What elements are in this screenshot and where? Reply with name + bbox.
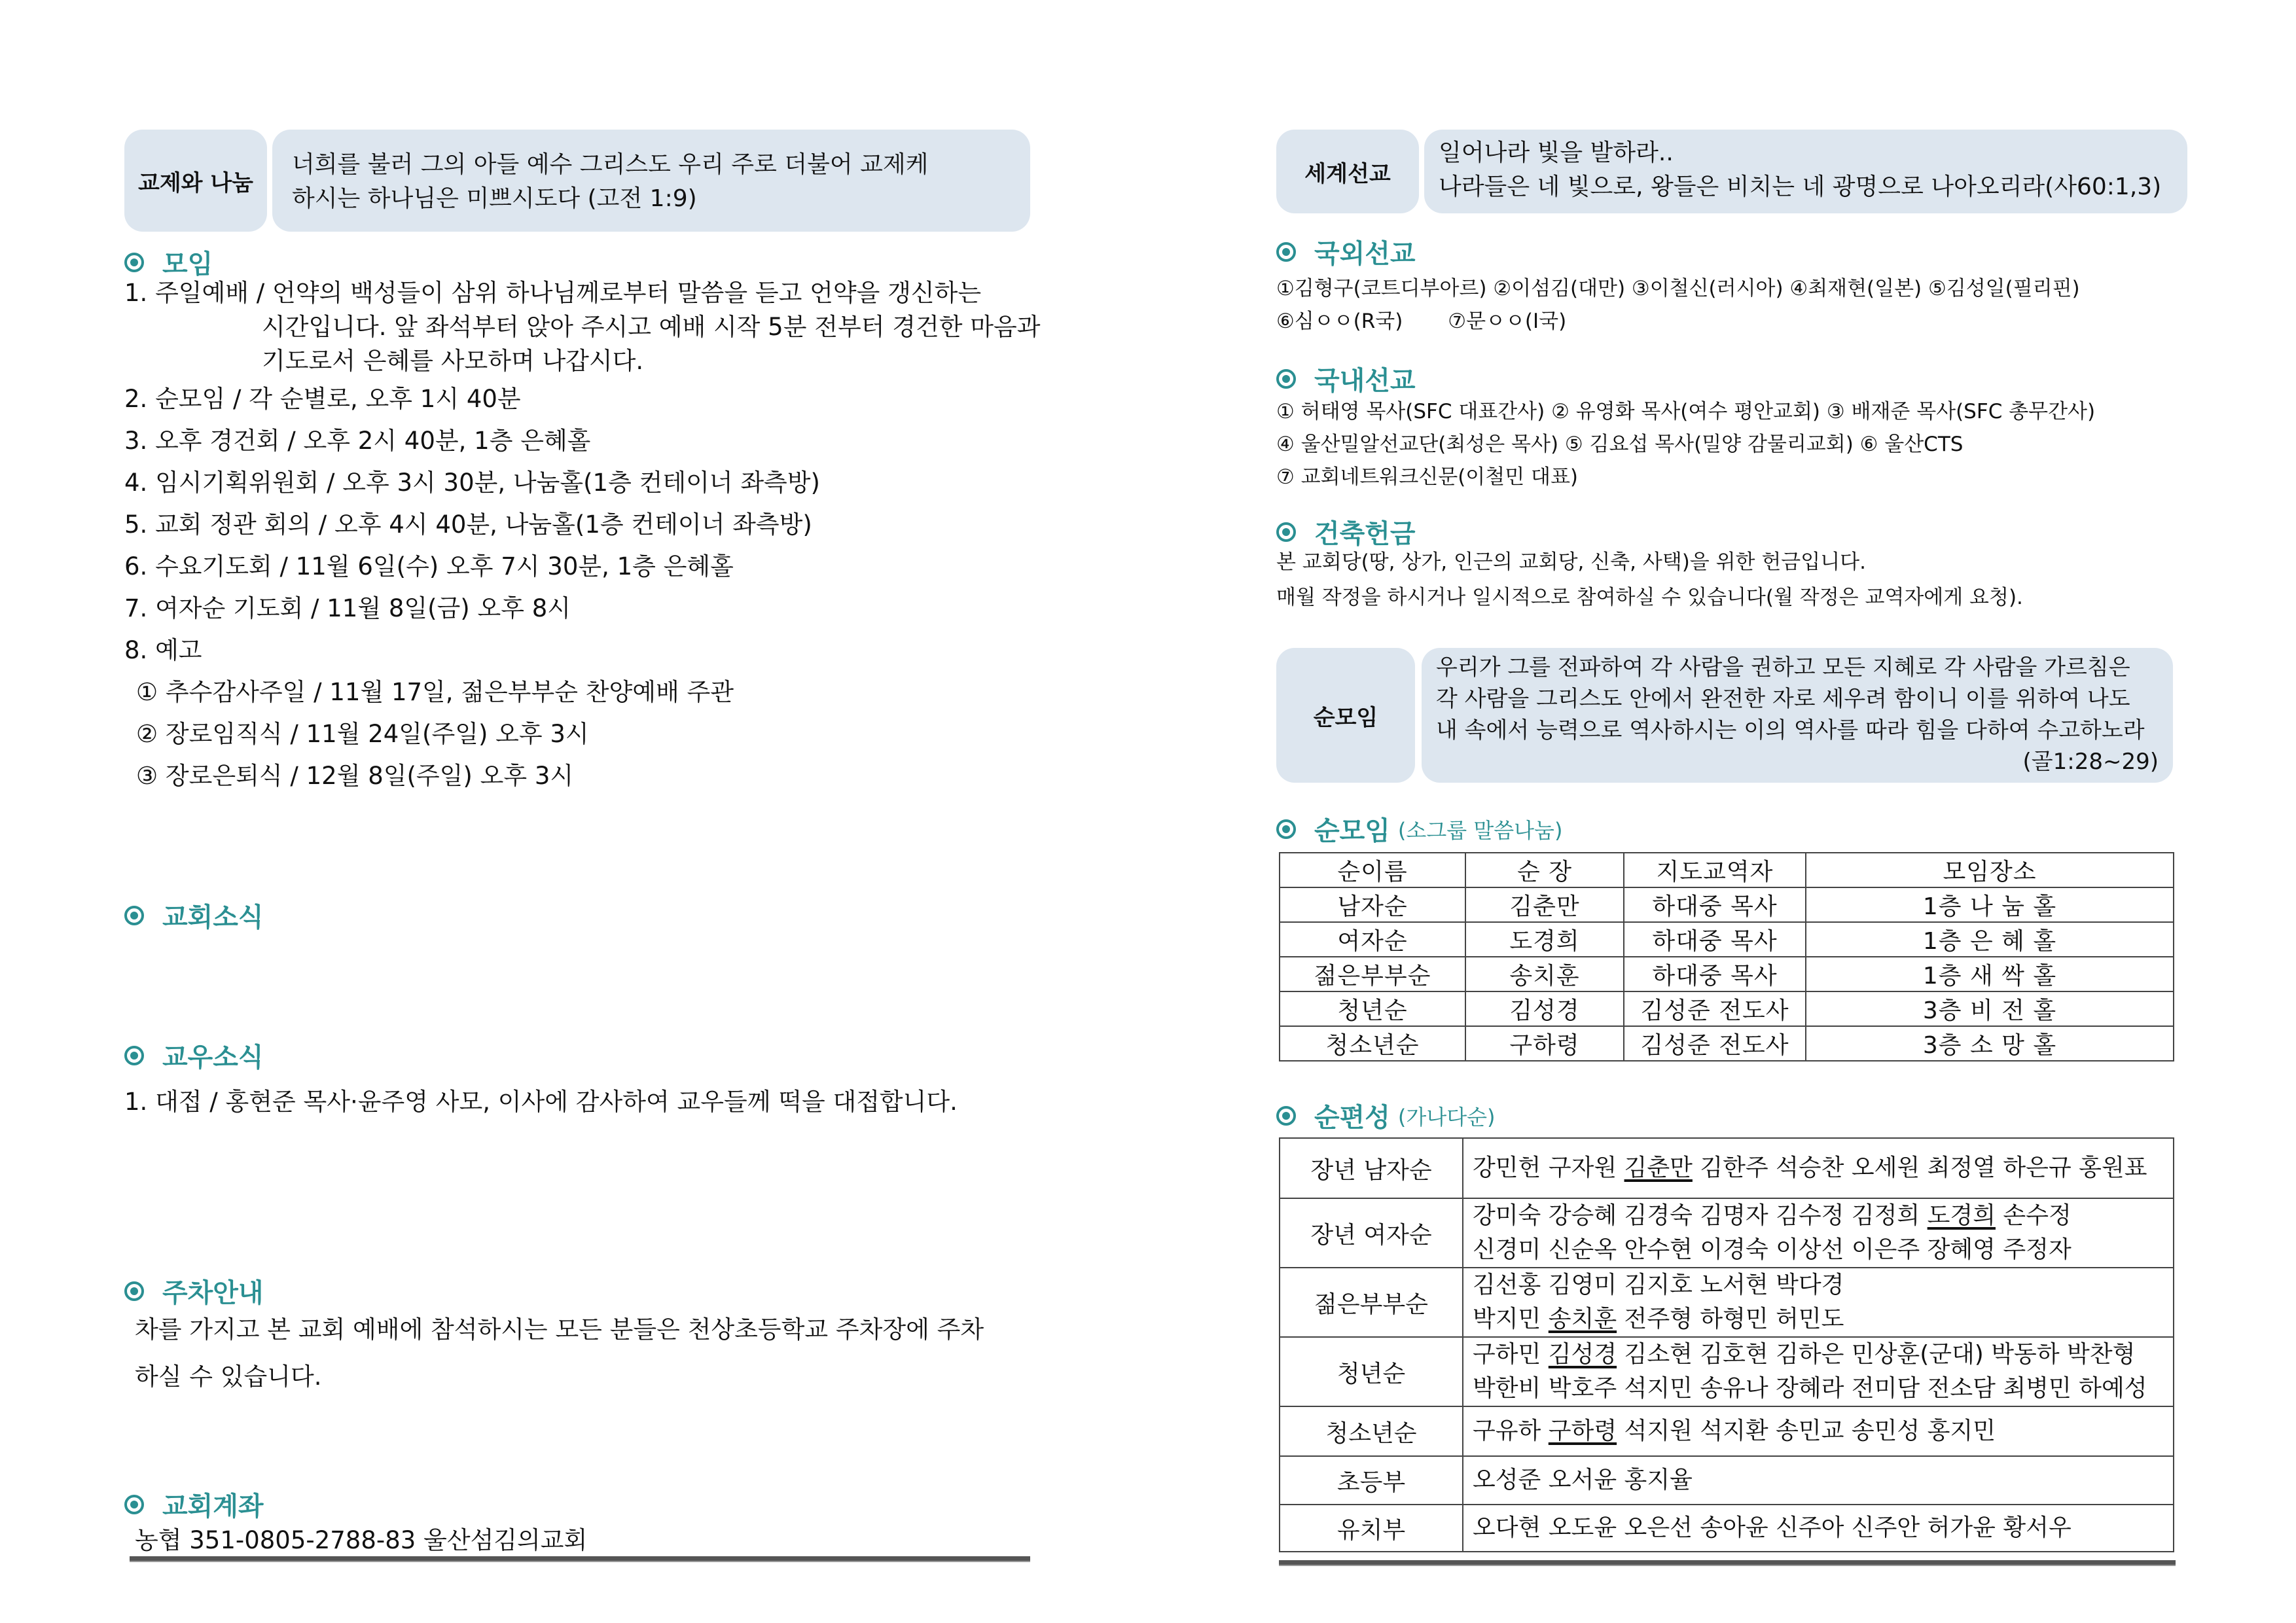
roster-row bbox=[1280, 1505, 2174, 1552]
cell: 김춘만 bbox=[1465, 887, 1624, 922]
overseas-heading: 국외선교 bbox=[1276, 233, 1416, 270]
cell-verse bbox=[1422, 648, 2173, 783]
roster-members bbox=[1463, 1268, 2174, 1337]
roster-line bbox=[1473, 1338, 2164, 1372]
notice-item: ① 추수감사주일 / 11월 17일, 젊은부부순 찬양예배 주관 bbox=[136, 678, 734, 706]
cell: 하대중 목사 bbox=[1624, 922, 1806, 957]
roster-line bbox=[1473, 1268, 2164, 1302]
roster-table bbox=[1279, 1137, 2174, 1552]
roster-group-name: 청년순 bbox=[1280, 1337, 1463, 1406]
account-text: 농협 351-0805-2788-83 울산섬김의교회 bbox=[135, 1526, 588, 1554]
bullet-icon bbox=[1276, 522, 1296, 542]
table-row bbox=[1280, 922, 2174, 957]
bullet-icon bbox=[124, 1281, 144, 1301]
roster-row bbox=[1280, 1337, 2174, 1406]
member-names: 김소현 김호현 김하은 민상훈(군대) 박동하 박찬형 bbox=[1617, 1341, 2136, 1368]
roster-line bbox=[1473, 1414, 2164, 1448]
domestic-list bbox=[1276, 395, 2095, 493]
overseas-line: ①김형구(코트디부아르) ②이섬김(대만) ③이철신(러시아) ④최재현(일본) ⑤김성일(필리핀) bbox=[1276, 277, 2080, 300]
col-header: 순이름 bbox=[1280, 853, 1465, 887]
roster-row bbox=[1280, 1456, 2174, 1505]
domestic-line: ④ 울산밀알선교단(최성은 목사) ⑤ 김요섭 목사(밀양 감물리교회) ⑥ 울산CTS bbox=[1276, 433, 1964, 456]
bullet-icon bbox=[124, 906, 144, 925]
cell: 청년순 bbox=[1280, 991, 1465, 1026]
member-names: 김한주 석승찬 오세원 최정열 하은규 홍원표 bbox=[1692, 1154, 2147, 1181]
roster-members bbox=[1463, 1406, 2174, 1456]
verse-line: 일어나라 빛을 발하라.. bbox=[1439, 139, 1674, 166]
right-bottom-rule bbox=[1279, 1560, 2176, 1566]
building-line: 매월 작정을 하시거나 일시적으로 참여하실 수 있습니다(월 작정은 교역자에게 요청). bbox=[1276, 586, 2023, 609]
roster-members bbox=[1463, 1337, 2174, 1406]
member-names: 구유하 bbox=[1473, 1418, 1549, 1444]
roster-line bbox=[1473, 1302, 2164, 1336]
meeting-item-cont: 시간입니다. 앞 좌석부터 앉아 주시고 예배 시작 5분 전부터 경건한 마음과 bbox=[262, 313, 1041, 341]
roster-row bbox=[1280, 1268, 2174, 1337]
member-names: 강미숙 강승혜 김경숙 김명자 김수정 김정희 bbox=[1473, 1202, 1928, 1229]
table-row bbox=[1280, 887, 2174, 922]
group-leader-name: 도경희 bbox=[1927, 1202, 1996, 1229]
fellowship-label: 교제와 나눔 bbox=[124, 130, 267, 232]
roster-group-name: 유치부 bbox=[1280, 1505, 1463, 1552]
member-names: 석지원 석지환 송민교 송민성 홍지민 bbox=[1617, 1418, 1996, 1444]
bullet-icon bbox=[1276, 369, 1296, 389]
bullet-icon bbox=[1276, 242, 1296, 262]
meeting-item: 7. 여자순 기도회 / 11월 8일(금) 오후 8시 bbox=[124, 594, 571, 622]
roster-line bbox=[1473, 1372, 2164, 1406]
col-header: 모임장소 bbox=[1806, 853, 2174, 887]
verse-line: 우리가 그를 전파하여 각 사람을 권하고 모든 지혜로 각 사람을 가르침은 bbox=[1436, 654, 2130, 681]
bullet-icon bbox=[124, 1046, 144, 1065]
meeting-list bbox=[124, 276, 1040, 797]
roster-row bbox=[1280, 1138, 2174, 1198]
roster-group-name: 젊은부부순 bbox=[1280, 1268, 1463, 1337]
member-names: 구하민 bbox=[1473, 1341, 1549, 1368]
member-names: 김선홍 김영미 김지호 노서현 박다경 bbox=[1473, 1272, 1844, 1298]
member-names: 전주형 하형민 허민도 bbox=[1617, 1306, 1844, 1332]
verse-line: 너희를 불러 그의 아들 예수 그리스도 우리 주로 더불어 교제케 bbox=[292, 151, 929, 178]
meeting-item: 6. 수요기도회 / 11월 6일(수) 오후 7시 30분, 1층 은혜홀 bbox=[124, 552, 734, 580]
member-names: 신경미 신순옥 안수현 이경숙 이상선 이은주 장혜영 주정자 bbox=[1473, 1236, 2072, 1263]
cell: 구하령 bbox=[1465, 1026, 1624, 1061]
cell: 김성경 bbox=[1465, 991, 1624, 1026]
verse-line: 하시는 하나님은 미쁘시도다 (고전 1:9) bbox=[292, 185, 697, 212]
member-names: 박한비 박호주 석지민 송유나 장혜라 전미담 전소담 최병민 하예성 bbox=[1473, 1375, 2147, 1402]
member-names: 박지민 bbox=[1473, 1306, 1549, 1332]
roster-group-name: 초등부 bbox=[1280, 1456, 1463, 1505]
cell: 여자순 bbox=[1280, 922, 1465, 957]
roster-group-name: 청소년순 bbox=[1280, 1406, 1463, 1456]
cell: 3층 소 망 홀 bbox=[1806, 1026, 2174, 1061]
cell: 남자순 bbox=[1280, 887, 1465, 922]
overseas-list bbox=[1276, 272, 2080, 338]
member-names: 손수정 bbox=[1995, 1202, 2072, 1229]
bullet-icon bbox=[1276, 819, 1296, 839]
table-row bbox=[1280, 957, 2174, 991]
roster-heading: 순편성 (가나다순) bbox=[1276, 1097, 1496, 1134]
member-news-heading: 교우소식 bbox=[124, 1037, 264, 1074]
meeting-item: 2. 순모임 / 각 순별로, 오후 1시 40분 bbox=[124, 385, 521, 413]
roster-line bbox=[1473, 1199, 2164, 1233]
cell: 김성준 전도사 bbox=[1624, 991, 1806, 1026]
group-leader-name: 구하령 bbox=[1548, 1418, 1617, 1444]
group-leader-name: 김춘만 bbox=[1624, 1154, 1693, 1181]
mission-label: 세계선교 bbox=[1276, 130, 1419, 213]
overseas-line: ⑥심ㅇㅇ(R국) ⑦문ㅇㅇ(I국) bbox=[1276, 310, 1567, 333]
fellowship-verse bbox=[272, 130, 1030, 232]
member-news-item: 1. 대접 / 홍현준 목사·윤주영 사모, 이사에 감사하여 교우들께 떡을 대접합니다. bbox=[124, 1088, 958, 1116]
meeting-item: 5. 교회 정관 회의 / 오후 4시 40분, 나눔홀(1층 컨테이너 좌측방) bbox=[124, 510, 812, 539]
member-names: 오다현 오도윤 오은선 송아윤 신주아 신주안 허가윤 황서우 bbox=[1473, 1514, 2072, 1541]
bullet-icon bbox=[124, 253, 144, 272]
cell: 도경희 bbox=[1465, 922, 1624, 957]
group-leader-name: 송치훈 bbox=[1548, 1306, 1617, 1332]
account-heading: 교회계좌 bbox=[124, 1486, 264, 1523]
col-header: 지도교역자 bbox=[1624, 853, 1806, 887]
roster-members bbox=[1463, 1456, 2174, 1505]
roster-line bbox=[1473, 1463, 2164, 1497]
church-news-heading: 교회소식 bbox=[124, 897, 264, 934]
verse-line: 내 속에서 능력으로 역사하시는 이의 역사를 따라 힘을 다하여 수고하노라 bbox=[1436, 717, 2145, 743]
cell: 김성준 전도사 bbox=[1624, 1026, 1806, 1061]
cell: 송치훈 bbox=[1465, 957, 1624, 991]
roster-row bbox=[1280, 1406, 2174, 1456]
roster-members bbox=[1463, 1138, 2174, 1198]
parking-heading: 주차안내 bbox=[124, 1272, 264, 1310]
building-line: 본 교회당(땅, 상가, 인근의 교회당, 신축, 사택)을 위한 헌금입니다. bbox=[1276, 550, 1866, 574]
left-bottom-rule bbox=[130, 1556, 1030, 1562]
roster-line bbox=[1473, 1511, 2164, 1545]
roster-group-name: 장년 남자순 bbox=[1280, 1138, 1463, 1198]
building-text bbox=[1276, 544, 2023, 615]
cell: 하대중 목사 bbox=[1624, 887, 1806, 922]
roster-line bbox=[1473, 1233, 2164, 1267]
notice-item: ② 장로임직식 / 11월 24일(주일) 오후 3시 bbox=[136, 720, 589, 748]
domestic-line: ① 허태영 목사(SFC 대표간사) ② 유영화 목사(여수 평안교회) ③ 배재준 목사(SFC 총무간사) bbox=[1276, 400, 2096, 423]
cell: 젊은부부순 bbox=[1280, 957, 1465, 991]
domestic-line: ⑦ 교회네트워크신문(이철민 대표) bbox=[1276, 465, 1578, 489]
meeting-item: 4. 임시기획위원회 / 오후 3시 30분, 나눔홀(1층 컨테이너 좌측방) bbox=[124, 469, 820, 497]
meeting-heading: 모임 bbox=[124, 243, 213, 281]
cell-label: 순모임 bbox=[1276, 648, 1415, 783]
cell: 1층 새 싹 홀 bbox=[1806, 957, 2174, 991]
cell: 1층 은 혜 홀 bbox=[1806, 922, 2174, 957]
meeting-item: 1. 주일예배 / 언약의 백성들이 삼위 하나님께로부터 말씀을 듣고 언약을 갱신하는 bbox=[124, 279, 982, 307]
building-heading: 건축헌금 bbox=[1276, 513, 1416, 550]
parking-text bbox=[135, 1306, 1031, 1400]
roster-members bbox=[1463, 1505, 2174, 1552]
meeting-item-cont: 기도로서 은혜를 사모하며 나갑시다. bbox=[262, 347, 644, 375]
bullet-icon bbox=[1276, 1106, 1296, 1126]
member-names: 오성준 오서윤 홍지율 bbox=[1473, 1467, 1693, 1493]
mission-verse bbox=[1424, 130, 2187, 213]
parking-line: 하실 수 있습니다. bbox=[135, 1363, 322, 1391]
notice-item: ③ 장로은퇴식 / 12월 8일(주일) 오후 3시 bbox=[136, 762, 574, 790]
table-row bbox=[1280, 991, 2174, 1026]
meeting-item: 8. 예고 bbox=[124, 636, 202, 664]
roster-group-name: 장년 여자순 bbox=[1280, 1198, 1463, 1268]
table-row bbox=[1280, 1026, 2174, 1061]
bullet-icon bbox=[124, 1495, 144, 1514]
verse-ref: (골1:28~29) bbox=[2022, 749, 2159, 775]
parking-line: 차를 가지고 본 교회 예배에 참석하시는 모든 분들은 천상초등학교 주차장에 주차 bbox=[135, 1315, 984, 1344]
meeting-item: 3. 오후 경건회 / 오후 2시 40분, 1층 은혜홀 bbox=[124, 427, 591, 455]
roster-members bbox=[1463, 1198, 2174, 1268]
cell: 1층 나 눔 홀 bbox=[1806, 887, 2174, 922]
verse-line: 나라들은 네 빛으로, 왕들은 비치는 네 광명으로 나아오리라(사60:1,3) bbox=[1439, 173, 2162, 200]
roster-row bbox=[1280, 1198, 2174, 1268]
roster-line bbox=[1473, 1151, 2164, 1185]
cell: 하대중 목사 bbox=[1624, 957, 1806, 991]
group-leader-name: 김성경 bbox=[1548, 1341, 1617, 1368]
cell: 3층 비 전 홀 bbox=[1806, 991, 2174, 1026]
groups-subtitle: (소그룹 말씀나눔) bbox=[1397, 817, 1563, 843]
table-header bbox=[1280, 853, 2174, 887]
roster-subtitle: (가나다순) bbox=[1397, 1104, 1496, 1130]
verse-line: 각 사람을 그리스도 안에서 완전한 자로 세우려 함이니 이를 위하여 나도 bbox=[1436, 686, 2130, 712]
col-header: 순 장 bbox=[1465, 853, 1624, 887]
groups-table bbox=[1279, 852, 2174, 1061]
cell: 청소년순 bbox=[1280, 1026, 1465, 1061]
member-names: 강민헌 구자원 bbox=[1473, 1154, 1624, 1181]
groups-heading: 순모임 (소그룹 말씀나눔) bbox=[1276, 810, 1562, 847]
domestic-heading: 국내선교 bbox=[1276, 360, 1416, 397]
